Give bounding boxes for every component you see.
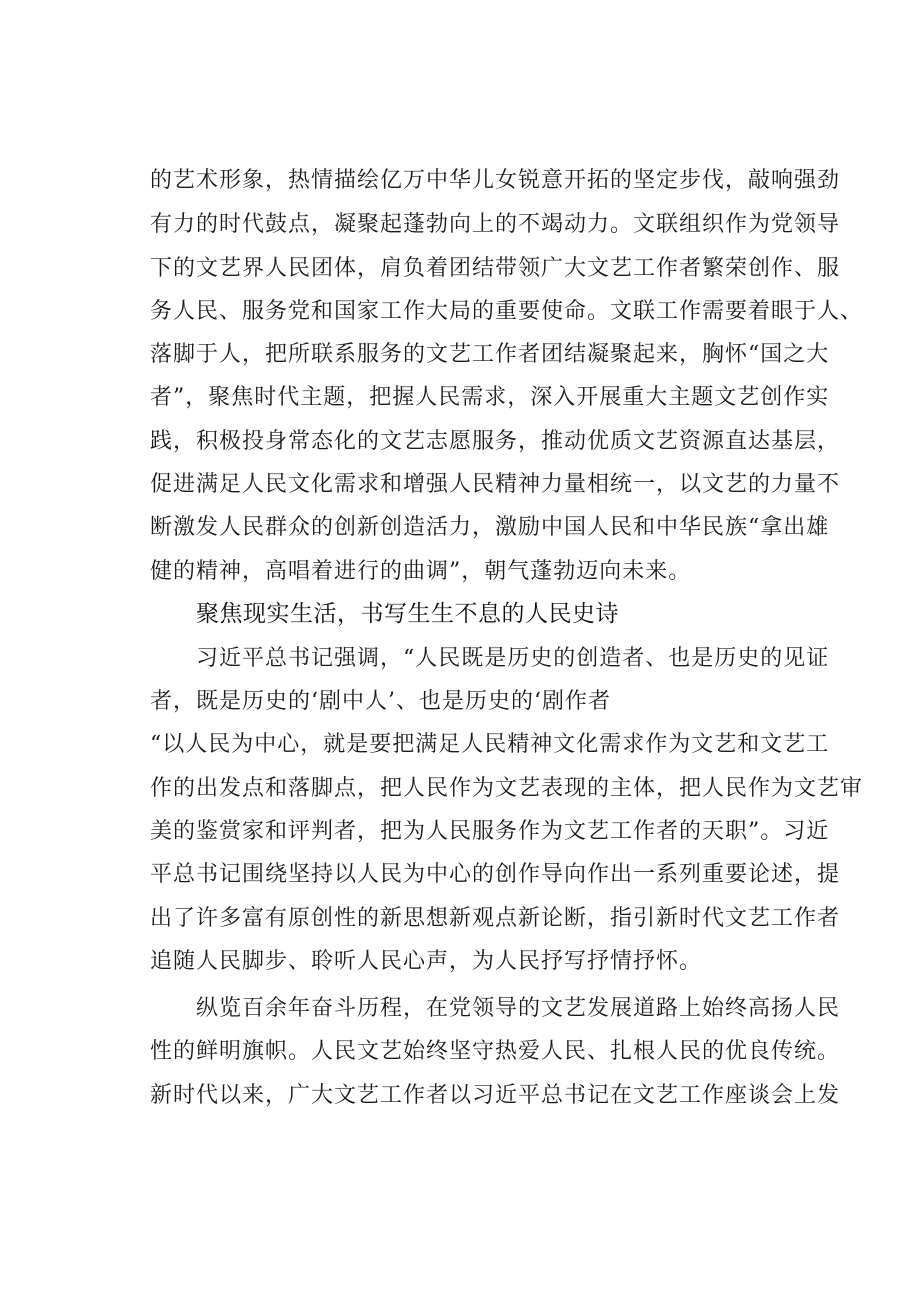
text-line: 务人民、服务党和国家工作大局的重要使命。文联工作需要着眼于人、 [150,299,864,324]
text-line: 美的鉴赏家和评判者，把为人民服务作为文艺工作者的天职”。习近 [150,819,830,844]
text-line: 纵览百余年奋斗历程，在党领导的文艺发展道路上始终高扬人民 [196,996,841,1021]
text-line: 落脚于人，把所联系服务的文艺工作者团结凝聚起来，胸怀“国之大 [150,342,830,367]
text-line: 追随人民脚步、聆听人民心声，为人民抒写抒情抒怀。 [150,949,703,974]
text-line: 性的鲜明旗帜。人民文艺始终坚守热爱人民、扎根人民的优良传统。 [150,1039,841,1064]
text-line: 习近平总书记强调，“人民既是历史的创造者、也是历史的见证 [196,646,830,671]
text-line: 有力的时代鼓点，凝聚起蓬勃向上的不竭动力。文联组织作为党领导 [150,212,841,237]
text-line: 健的精神，高唱着进行的曲调”，朝气蓬勃迈向未来。 [150,559,692,584]
text-line: 平总书记围绕坚持以人民为中心的创作导向作出一系列重要论述，提 [150,862,841,887]
text-line: 下的文艺界人民团体，肩负着团结带领广大文艺工作者繁荣创作、服 [150,256,841,281]
text-line: 促进满足人民文化需求和增强人民精神力量相统一，以文艺的力量不 [150,472,841,497]
text-line: 践，积极投身常态化的文艺志愿服务，推动优质文艺资源直达基层， [150,429,841,454]
text-line: 出了许多富有原创性的新思想新观点新论断，指引新时代文艺工作者 [150,906,841,931]
text-line: 者”，聚焦时代主题，把握人民需求，深入开展重大主题文艺创作实 [150,385,830,410]
section-heading: 聚焦现实生活，书写生生不息的人民史诗 [196,601,619,627]
text-line: 作的出发点和落脚点，把人民作为文艺表现的主体，把人民作为文艺审 [150,776,864,801]
text-line: 的艺术形象，热情描绘亿万中华儿女锐意开拓的坚定步伐，敲响强劲 [150,168,841,193]
text-line: 新时代以来，广大文艺工作者以习近平总书记在文艺工作座谈会上发 [150,1083,841,1108]
text-line: 断激发人民群众的创新创造活力，激励中国人民和中华民族“拿出雄 [150,515,830,540]
text-line: 者，既是历史的‘剧中人’、也是历史的‘剧作者 [150,689,611,714]
text-line: “以人民为中心，就是要把满足人民精神文化需求作为文艺和文艺工 [150,732,830,757]
